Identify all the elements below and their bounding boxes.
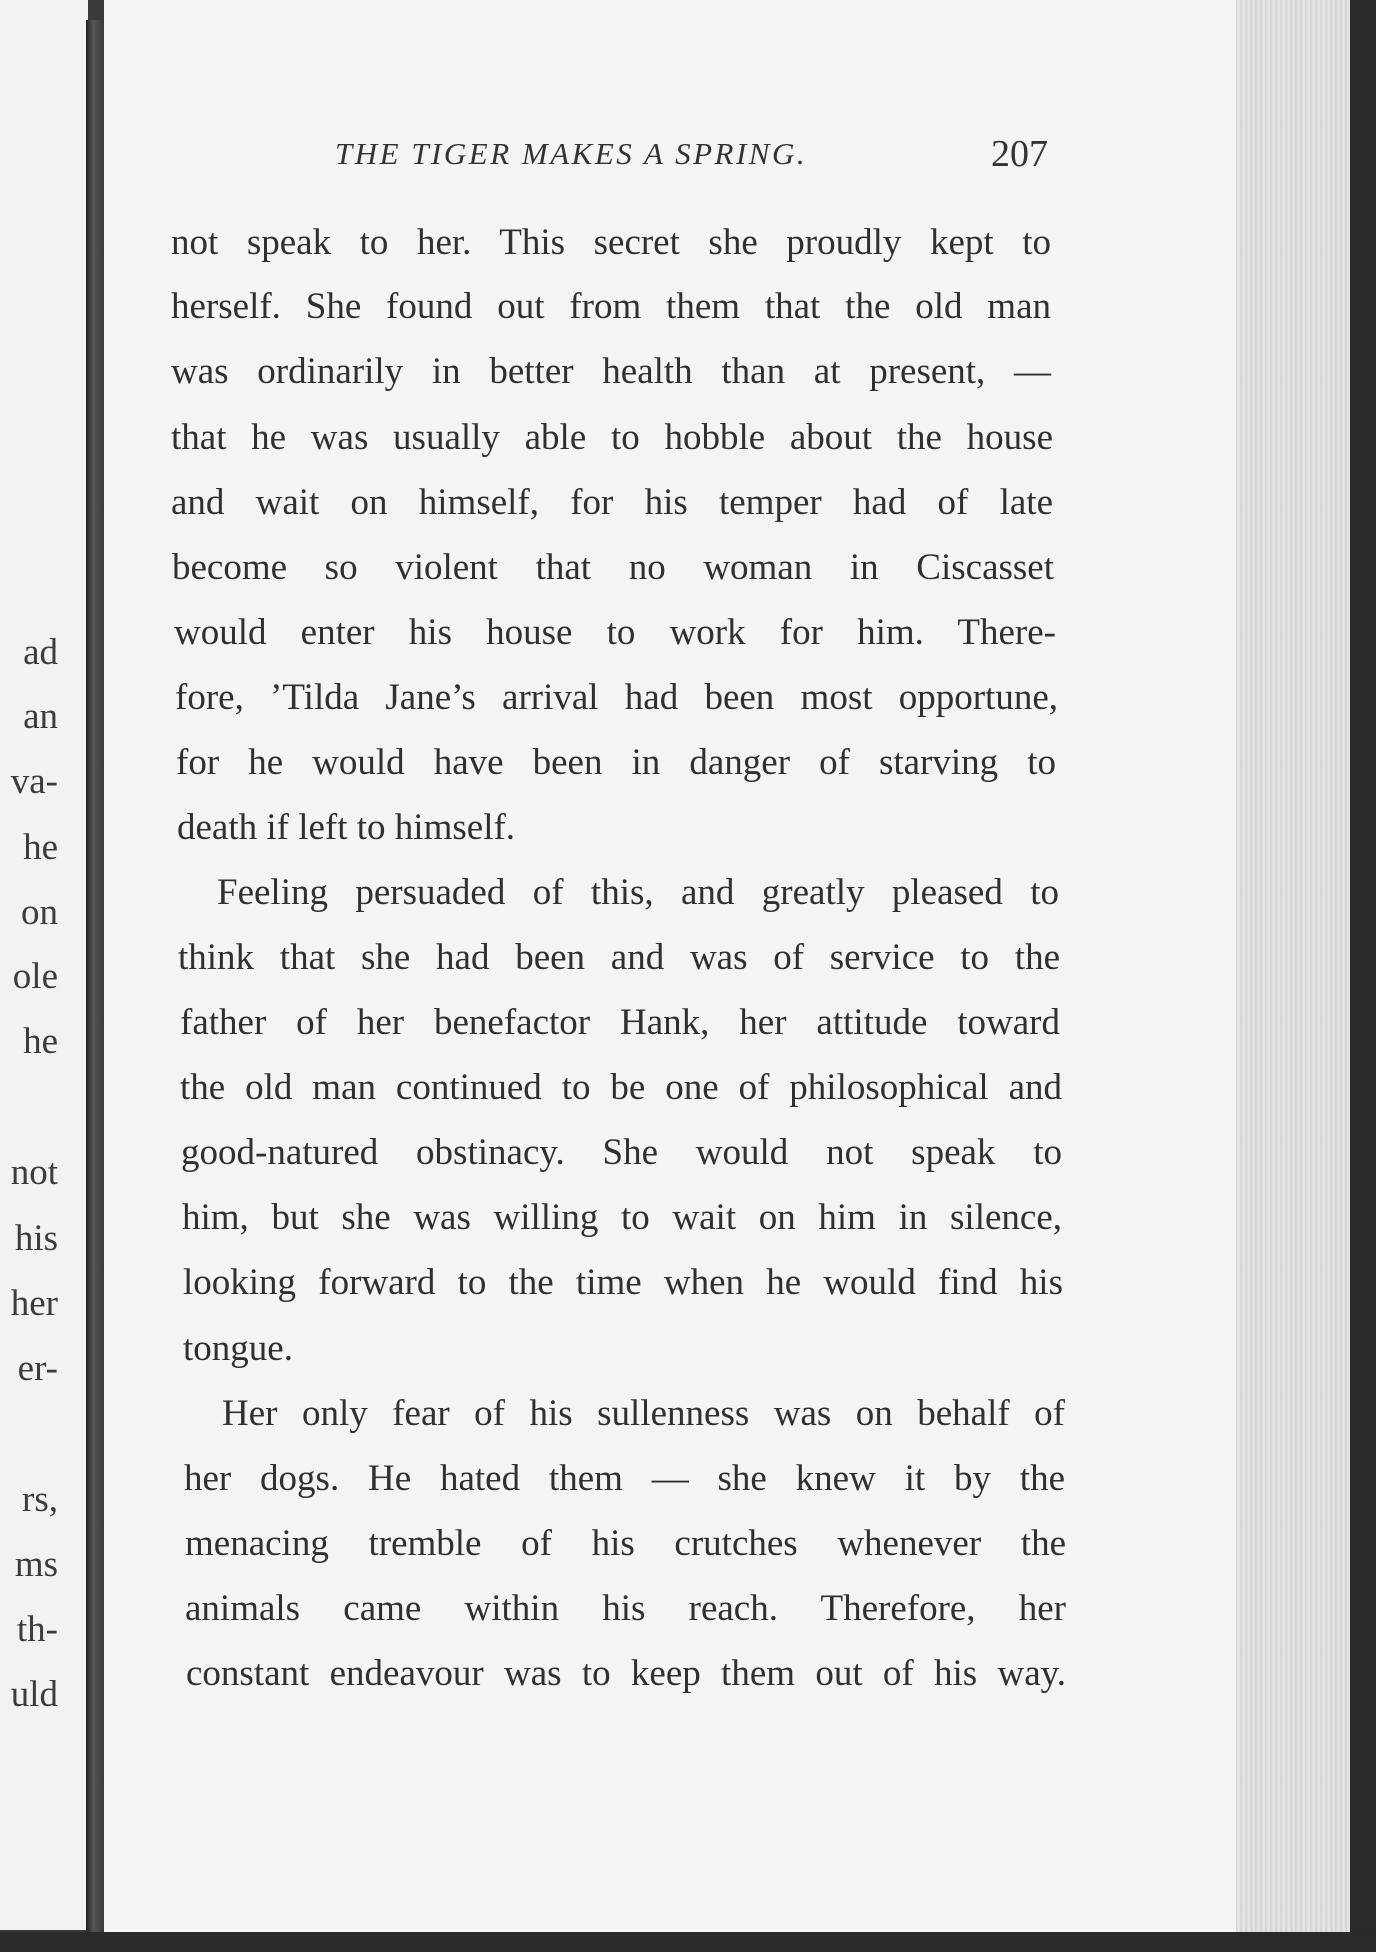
scan-border-bottom: [0, 1932, 1376, 1952]
facing-page-line: he: [23, 1021, 58, 1062]
facing-page-line: th-: [16, 1609, 58, 1650]
text-line: become so violent that no woman in Ciscasset: [172, 547, 1054, 588]
text-line: herself. She found out from them that the old man: [171, 286, 1051, 327]
facing-page-line: her: [10, 1283, 58, 1324]
facing-page-line: ad: [23, 632, 58, 673]
text-line: looking forward to the time when he would find his: [183, 1262, 1063, 1303]
text-line: not speak to her. This secret she proudly kept to: [171, 222, 1051, 263]
facing-page-line: va-: [10, 761, 58, 802]
facing-page-line: he: [23, 827, 58, 868]
text-line: her dogs. He hated them — she knew it by the: [184, 1458, 1065, 1499]
facing-page-line: not: [10, 1152, 58, 1193]
text-line: the old man continued to be one of philosophical and: [180, 1067, 1062, 1108]
facing-page-line: ms: [14, 1544, 58, 1585]
scan-border-right: [1350, 0, 1376, 1952]
facing-page-line: ole: [12, 956, 58, 997]
text-line: father of her benefactor Hank, her attitude toward: [180, 1002, 1060, 1043]
facing-page-fragment: [0, 0, 88, 1930]
text-line-paragraph-start: Feeling persuaded of this, and greatly pleased to: [217, 872, 1059, 913]
text-line: that he was usually able to hobble about the house: [171, 417, 1053, 458]
facing-page-line: on: [21, 892, 58, 933]
facing-page-line: his: [14, 1218, 58, 1259]
text-line: think that she had been and was of service to the: [178, 937, 1060, 978]
text-line: death if left to himself.: [177, 807, 516, 848]
text-line: for he would have been in danger of starving to: [176, 742, 1056, 783]
facing-page-line: an: [23, 696, 58, 737]
text-line: and wait on himself, for his temper had of late: [171, 482, 1053, 523]
text-line: him, but she was willing to wait on him in silence,: [182, 1197, 1062, 1238]
page-number: 207: [991, 133, 1048, 175]
facing-page-line: rs,: [22, 1479, 58, 1520]
facing-page-line: er-: [17, 1348, 58, 1389]
text-line: good-natured obstinacy. She would not speak to: [181, 1132, 1062, 1173]
text-line: fore, ’Tilda Jane’s arrival had been most opportune,: [175, 677, 1058, 718]
page-edges: [1236, 0, 1356, 1932]
text-line: animals came within his reach. Therefore, her: [185, 1588, 1066, 1629]
text-line-paragraph-start: Her only fear of his sullenness was on behalf of: [222, 1393, 1065, 1434]
book-gutter: [86, 20, 104, 1935]
text-line: tongue.: [183, 1328, 293, 1369]
facing-page-line: uld: [10, 1674, 58, 1715]
text-line: constant endeavour was to keep them out of his way.: [186, 1653, 1066, 1694]
text-line: would enter his house to work for him. There-: [174, 612, 1056, 653]
running-title: THE TIGER MAKES A SPRING.: [335, 136, 808, 171]
text-line: menacing tremble of his crutches whenever the: [185, 1523, 1066, 1564]
text-line: was ordinarily in better health than at present, —: [171, 351, 1051, 392]
